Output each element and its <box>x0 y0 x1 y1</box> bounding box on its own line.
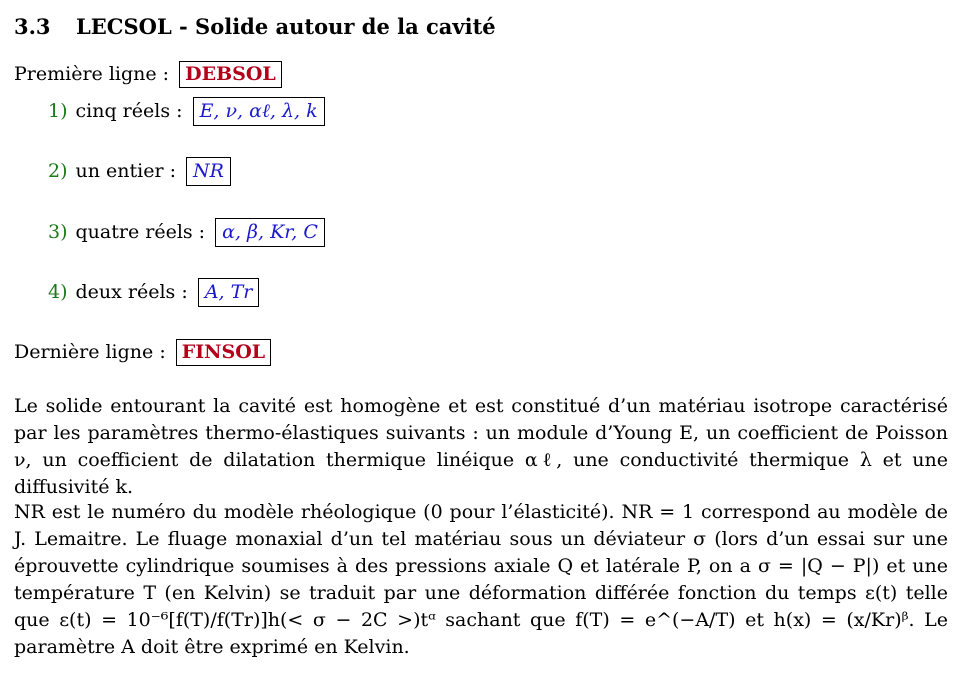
item-label: quatre réels : <box>75 221 206 243</box>
list-item <box>48 97 325 126</box>
section-title: LECSOL - Solide autour de la cavité <box>76 14 496 39</box>
item-number: 1) <box>48 100 68 122</box>
list-item <box>48 157 231 186</box>
keyword-debsol: DEBSOL <box>179 61 282 88</box>
paragraph-material <box>14 393 948 501</box>
list-item <box>48 218 325 247</box>
item-label: un entier : <box>75 160 176 182</box>
paragraph-rheology <box>14 499 948 661</box>
item-value-box: E, ν, αℓ, λ, k <box>193 97 325 126</box>
item-label: deux réels : <box>75 281 188 303</box>
item-value-box: α, β, Kr, C <box>215 218 325 247</box>
item-number: 3) <box>48 221 68 243</box>
last-line-label: Dernière ligne : <box>14 341 166 363</box>
item-value-box: NR <box>186 157 231 186</box>
last-line-row <box>14 339 271 366</box>
item-label: cinq réels : <box>75 100 183 122</box>
paragraph-text: NR est le numéro du modèle rhéologique (0 pour l’élasticité). NR = 1 correspond au modèle de J. Lemaitre. Le fluage monaxial d’un tel matériau sous un déviateur σ (lors d’un essai sur une éprouvette cylindrique soumises à des pressions axiale Q et latérale P, on a σ = |Q − P|) et une température T (en Kelvin) se traduit par une déformation différée fonction du temps ε(t) telle que ε(t) = 10⁻⁶[f(T)/f(Tr)]h(< σ − 2C >)tᵅ sachant que f(T) = e^(−A/T) et h(x) = (x/Kr)ᵝ. Le paramètre A doit être exprimé en Kelvin. <box>14 501 948 658</box>
section-number: 3.3 <box>14 14 51 39</box>
keyword-finsol: FINSOL <box>176 339 271 366</box>
item-number: 4) <box>48 281 68 303</box>
paragraph-text: Le solide entourant la cavité est homogène et est constitué d’un matériau isotrope caractérisé par les paramètres thermo-élastiques suivants : un module d’Young E, un coefficient de Poisson ν, un coefficient de dilatation thermique linéique αℓ, une conductivité thermique λ et une diffusivité k. <box>14 395 948 498</box>
item-value-box: A, Tr <box>198 278 260 307</box>
item-number: 2) <box>48 160 68 182</box>
section-heading <box>14 14 496 39</box>
first-line-label: Première ligne : <box>14 63 170 85</box>
first-line-row <box>14 61 282 88</box>
list-item <box>48 278 259 307</box>
